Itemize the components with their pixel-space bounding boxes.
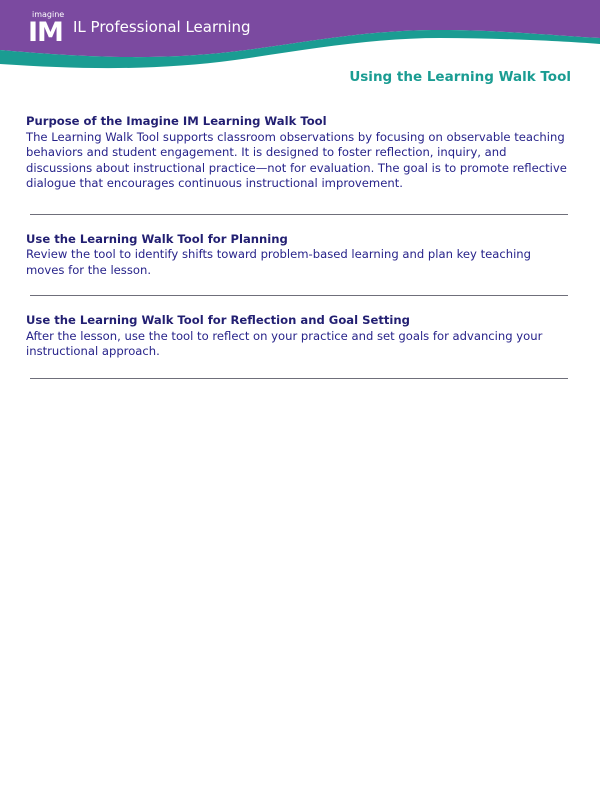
brand-text: IL Professional Learning — [73, 18, 251, 36]
divider — [30, 378, 568, 379]
page-title: Using the Learning Walk Tool — [349, 69, 571, 85]
section-body: After the lesson, use the tool to reflect on your practice and set goals for advancing your instructional approach. — [26, 328, 543, 358]
logo-small-text: imagine — [32, 10, 65, 19]
section-reflection — [26, 313, 572, 360]
section-body: Review the tool to identify shifts toward problem-based learning and plan key teaching moves for the lesson. — [26, 247, 532, 277]
section-body: The Learning Walk Tool supports classroom observations by focusing on observable teaching behaviors and student engagement. It is designed to foster reflection, inquiry, and discussions about instructional practice—not for evaluation. The goal is to promote reflective dialogue that encourages continuous instructional improvement. — [26, 129, 567, 190]
divider — [30, 295, 568, 296]
section-purpose — [26, 114, 572, 192]
divider — [30, 214, 568, 215]
section-planning — [26, 232, 572, 279]
section-title: Use the Learning Walk Tool for Reflection and Goal Setting — [26, 313, 410, 327]
logo-big-text: IM — [28, 17, 63, 48]
main-content — [26, 114, 572, 379]
header-wave-graphic — [0, 0, 600, 80]
section-title: Purpose of the Imagine IM Learning Walk Tool — [26, 114, 327, 128]
header-banner — [0, 0, 600, 80]
section-title: Use the Learning Walk Tool for Planning — [26, 231, 288, 246]
imagine-im-logo — [28, 10, 70, 48]
